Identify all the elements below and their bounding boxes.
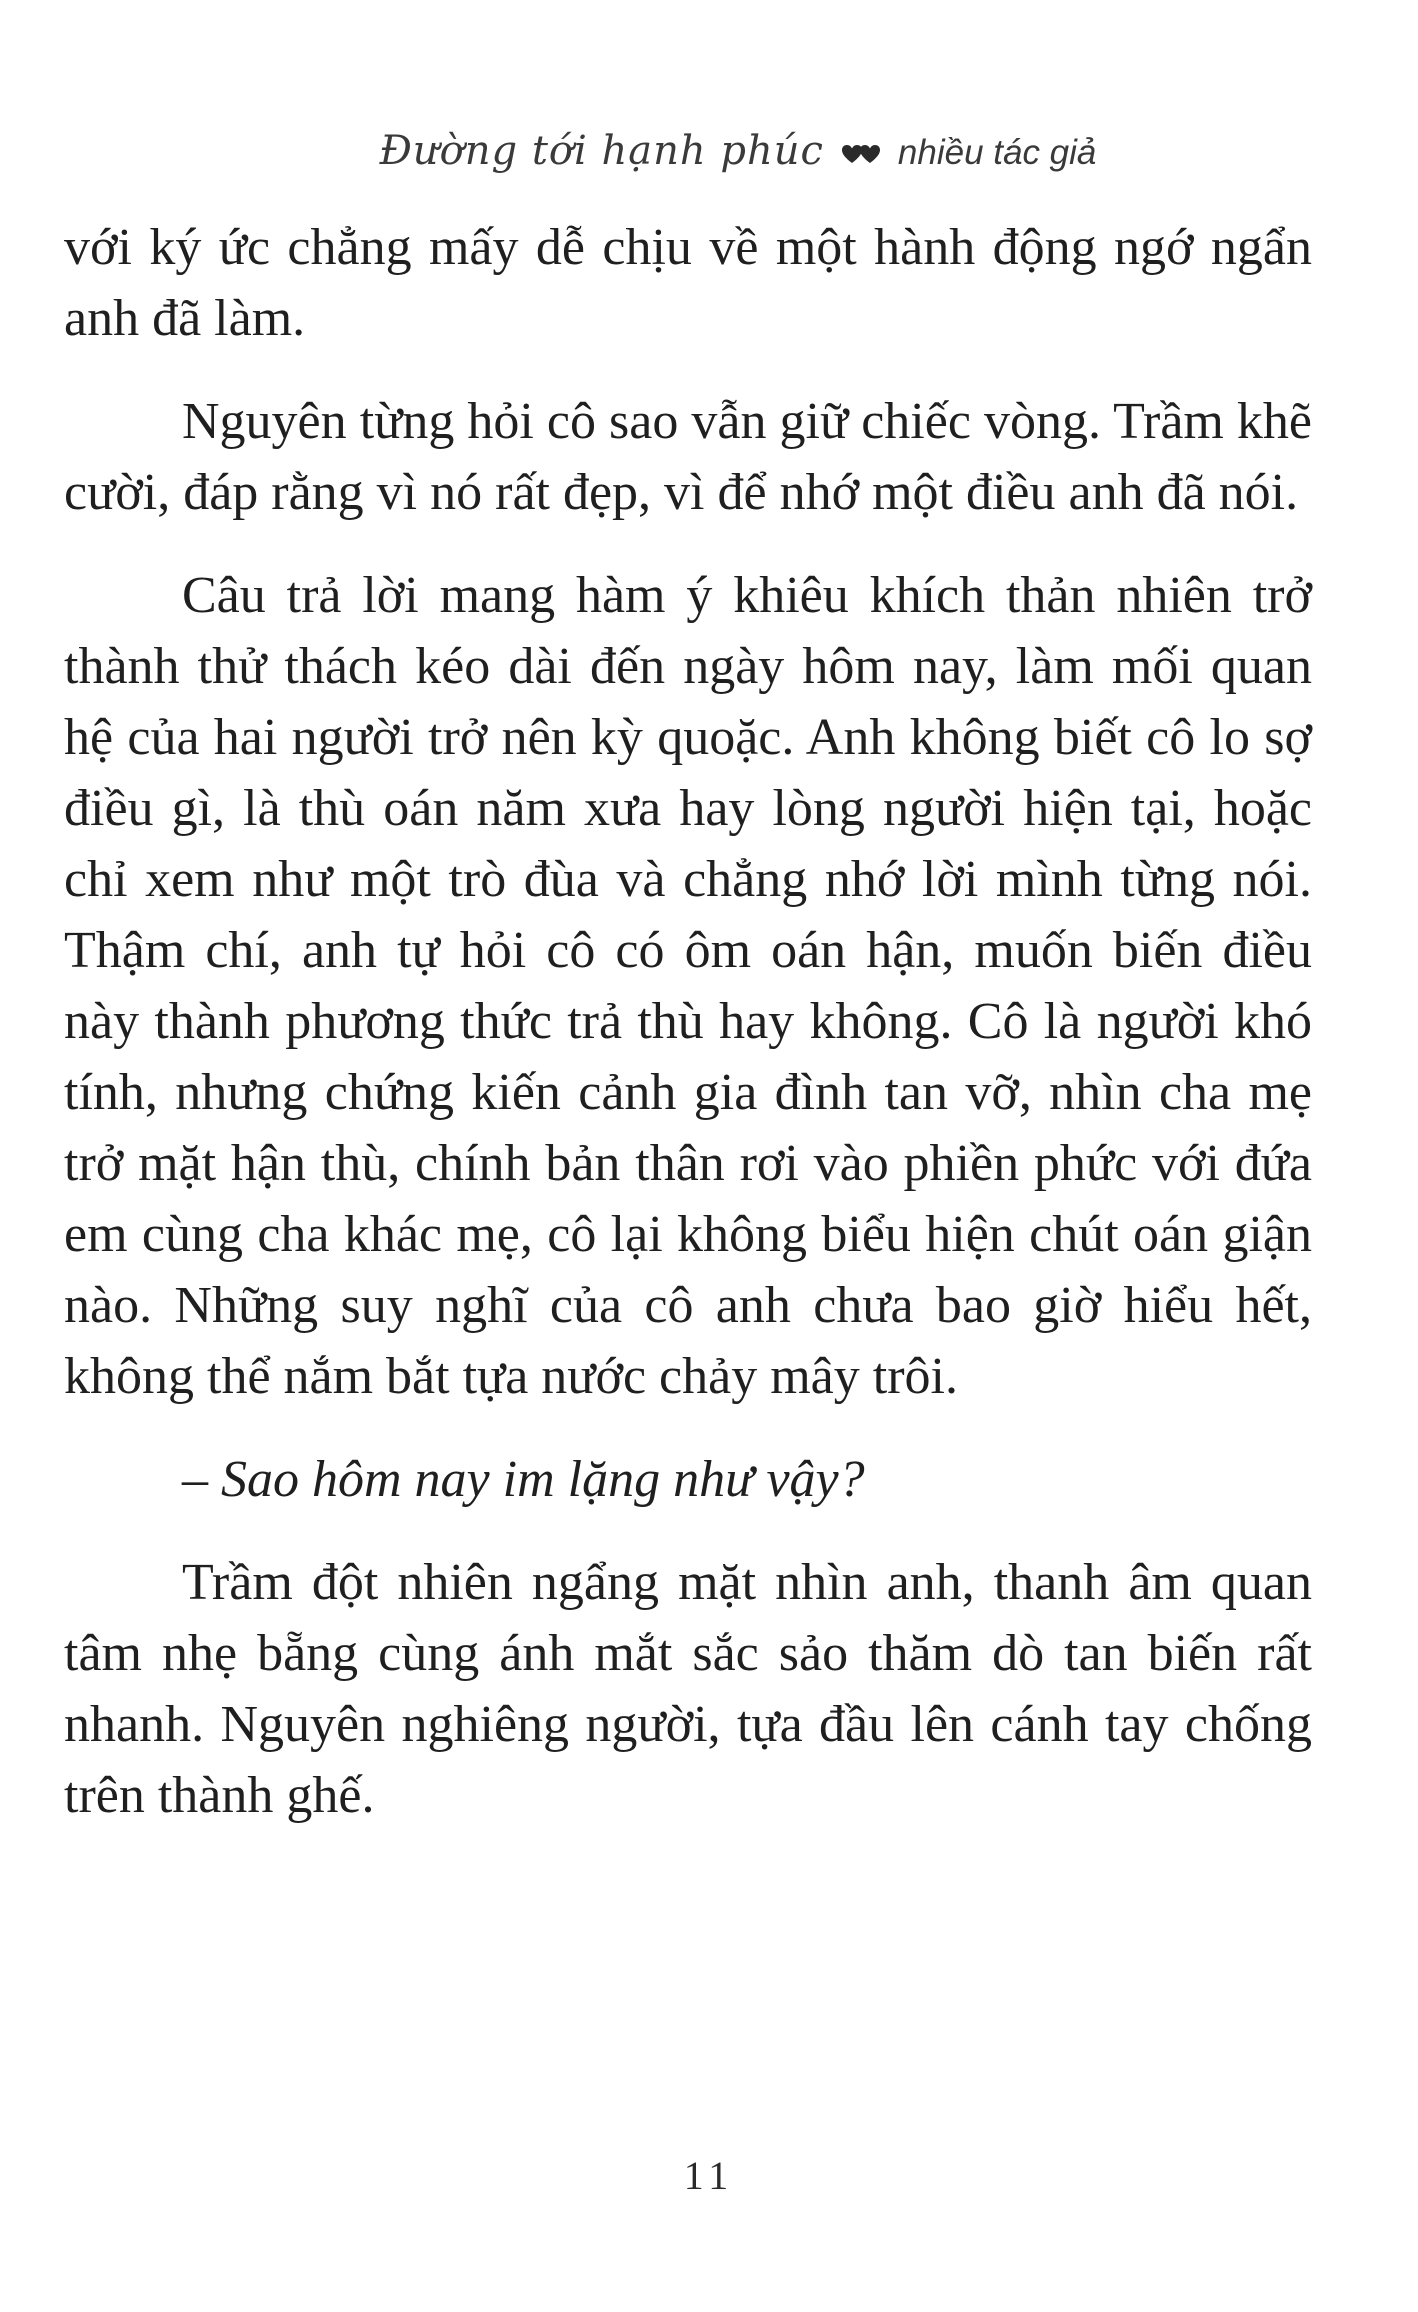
dialogue-line: – Sao hôm nay im lặng như vậy? <box>182 1451 865 1508</box>
book-title: Đường tới hạnh phúc <box>379 128 824 174</box>
book-author: nhiều tác giả <box>897 133 1097 172</box>
running-header <box>0 128 1418 176</box>
page-number: 11 <box>683 2153 735 2198</box>
double-heart-icon <box>842 145 882 170</box>
paragraph: với ký ức chẳng mấy dễ chịu về một hành động ngớ ngẩn anh đã làm. <box>64 219 1312 347</box>
paragraph: Trầm đột nhiên ngẩng mặt nhìn anh, thanh âm quan tâm nhẹ bẵng cùng ánh mắt sắc sảo thăm dò tan biến rất nhanh. Nguyên nghiêng người, tựa đầu lên cánh tay chống trên thành ghế. <box>64 1554 1312 1824</box>
paragraph: Câu trả lời mang hàm ý khiêu khích thản nhiên trở thành thử thách kéo dài đến ngày hôm nay, làm mối quan hệ của hai người trở nên kỳ quoặc. Anh không biết cô lo sợ điều gì, là thù oán năm xưa hay lòng người hiện tại, hoặc chỉ xem như một trò đùa và chẳng nhớ lời mình từng nói. Thậm chí, anh tự hỏi cô có ôm oán hận, muốn biến điều này thành phương thức trả thù hay không. Cô là người khó tính, nhưng chứng kiến cảnh gia đình tan vỡ, nhìn cha mẹ trở mặt hận thù, chính bản thân rơi vào phiền phức với đứa em cùng cha khác mẹ, cô lại không biểu hiện chút oán giận nào. Những suy nghĩ của cô anh chưa bao giờ hiểu hết, không thể nắm bắt tựa nước chảy mây trôi. <box>64 567 1312 1405</box>
double-heart-svg <box>842 145 882 165</box>
body-text <box>64 212 1312 1863</box>
paragraph: Nguyên từng hỏi cô sao vẫn giữ chiếc vòng. Trầm khẽ cười, đáp rằng vì nó rất đẹp, vì để nhớ một điều anh đã nói. <box>64 393 1312 521</box>
